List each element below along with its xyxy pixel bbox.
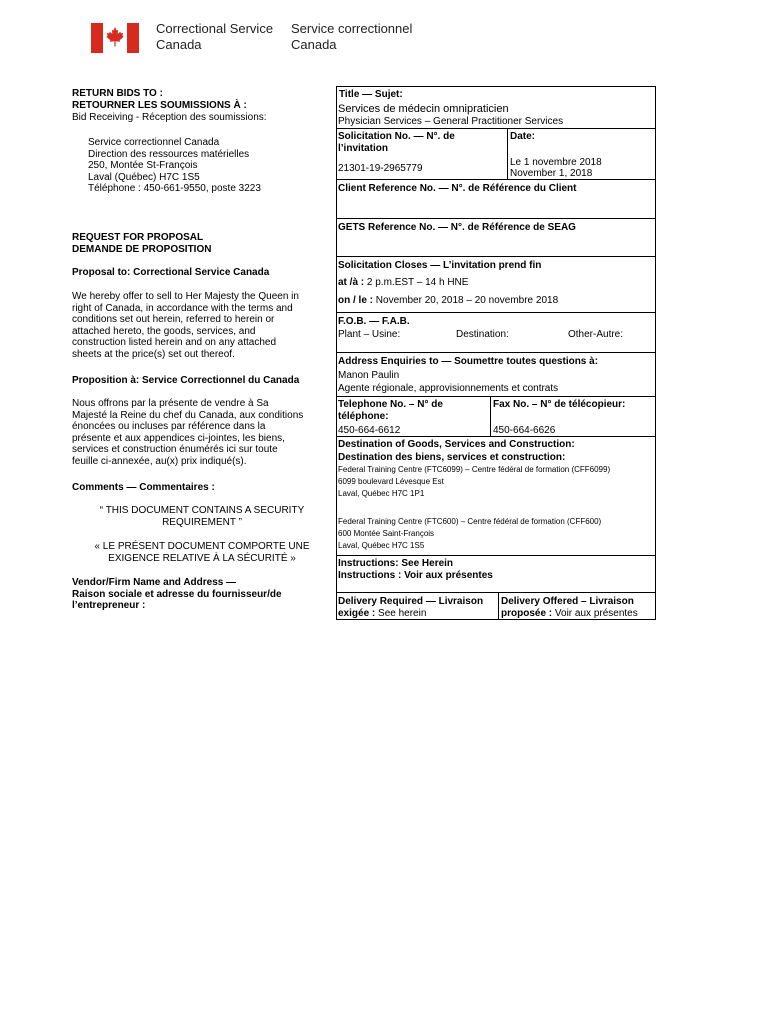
enquiries-label: Address Enquiries to — Soumettre toutes questions à:: [338, 356, 599, 367]
date-fr: Le 1 novembre 2018: [510, 157, 602, 168]
fax-label: Fax No. – N° de télécopieur:: [493, 399, 626, 410]
closing-date: [338, 295, 558, 307]
enquiries-name: Manon Paulin: [338, 370, 400, 381]
address-line: Service correctionnel Canada: [88, 137, 220, 148]
fax-value: 450-664-6626: [493, 425, 556, 436]
vendor-name-address-label: [72, 577, 312, 612]
title-label: Title — Sujet:: [339, 89, 403, 100]
enquiries-title: Agente régionale, approvisionnements et contrats: [338, 383, 559, 394]
divider: [336, 436, 656, 437]
title-fr: Services de médecin omnipraticien: [338, 103, 509, 115]
on-value: November 20, 2018 – 20 novembre 2018: [375, 295, 559, 306]
instructions-en: Instructions: See Herein: [338, 558, 454, 569]
address-line: Laval (Québec) H7C 1S5: [88, 171, 200, 183]
destination-line: 600 Montée Saint-François: [338, 529, 435, 538]
telephone-label: [338, 399, 443, 423]
divider: [336, 592, 656, 593]
tel-label-line: Telephone No. – N° de: [338, 399, 443, 410]
closing-time: [338, 277, 468, 289]
on-label: on / le :: [338, 295, 373, 306]
at-value: 2 p.m.EST – 14 h HNE: [366, 277, 469, 288]
delivery-offered-label-2: proposée :: [501, 608, 553, 619]
rfp-title-en: REQUEST FOR PROPOSAL: [72, 232, 204, 243]
divider: [498, 592, 499, 620]
destination-label-fr: Destination des biens, services et construction:: [338, 452, 566, 463]
return-address: [88, 137, 308, 195]
offer-line: feuille ci-annexée, au(x) prix indiqué(s).: [72, 455, 247, 467]
org-en-line2: Canada: [156, 37, 202, 52]
security-fr-line: « LE PRÉSENT DOCUMENT COMPORTE UNE: [94, 541, 310, 552]
divider: [490, 396, 491, 436]
divider: [507, 128, 508, 179]
divider: [336, 396, 656, 397]
proposition-a: Proposition à: Service Correctionnel du Canada: [72, 375, 300, 386]
org-fr-line2: Canada: [291, 37, 337, 52]
destination-1: [338, 464, 610, 500]
offer-line: présente et aux appendices ci-jointes, les biens,: [72, 432, 285, 444]
gets-reference-label: GETS Reference No. — N°. de Référence de SEAG: [338, 222, 576, 233]
solicitation-closes-label: Solicitation Closes — L’invitation prend fin: [338, 260, 542, 271]
date-label: Date:: [510, 131, 536, 142]
offer-line: Majesté la Reine du chef du Canada, aux conditions: [72, 409, 304, 421]
fob-label: F.O.B. — F.A.B.: [338, 316, 410, 327]
instructions-fr: Instructions : Voir aux présentes: [338, 570, 493, 581]
address-line: Téléphone : 450-661-9550, poste 3223: [88, 183, 261, 195]
delivery-offered-label: Delivery Offered – Livraison: [501, 596, 634, 607]
fob-other: Other-Autre:: [568, 329, 624, 340]
offer-line: énoncées ou incluses par référence dans la: [72, 421, 266, 433]
offer-line: sheets at the price(s) set out thereof.: [72, 348, 235, 360]
date-en: November 1, 2018: [510, 168, 593, 179]
destination-line: 6099 boulevard Lévesque Est: [338, 477, 444, 486]
offer-line: We hereby offer to sell to Her Majesty the Queen in: [72, 291, 299, 302]
comments-label: Comments — Commentaires :: [72, 482, 215, 493]
security-notice-en: [84, 505, 320, 528]
org-fr-line1: Service correctionnel: [291, 21, 413, 36]
title-en: Physician Services – General Practitioner Services: [338, 116, 564, 127]
delivery-required-label-2: exigée :: [338, 608, 376, 619]
delivery-required: [338, 596, 483, 620]
delivery-required-value: See herein: [378, 608, 427, 619]
offer-line: services et construction énumérés ici sur toute: [72, 444, 278, 456]
security-fr-line: EXIGENCE RELATIVE À LA SÉCURITÉ »: [108, 552, 296, 564]
destination-line: Laval, Québec H7C 1P1: [338, 489, 425, 498]
divider: [336, 218, 656, 219]
proposal-to: Proposal to: Correctional Service Canada: [72, 267, 270, 278]
department-name-fr: [291, 21, 412, 53]
offer-line: Nous offrons par la présente de vendre à Sa: [72, 398, 269, 409]
fob-plant: Plant – Usine:: [338, 329, 401, 340]
rfp-title-fr: DEMANDE DE PROPOSITION: [72, 244, 212, 255]
delivery-required-label: Delivery Required — Livraison: [338, 596, 484, 607]
vendor-line: l’entrepreneur :: [72, 600, 146, 612]
return-bids-en: RETURN BIDS TO :: [72, 88, 163, 99]
security-notice-fr: [84, 541, 320, 564]
fob-destination: Destination:: [456, 329, 509, 340]
destination-line: Laval, Québec H7C 1S5: [338, 541, 425, 550]
offer-text-fr: [72, 398, 308, 468]
destination-label-en: Destination of Goods, Services and Construction:: [338, 439, 575, 450]
org-en-line1: Correctional Service: [156, 21, 274, 36]
offer-line: construction listed herein and on any attached: [72, 337, 277, 349]
offer-text-en: [72, 291, 308, 361]
return-bids-fr: RETOURNER LES SOUMISSIONS À :: [72, 100, 247, 111]
divider: [336, 256, 656, 257]
address-line: 250, Montée St-François: [88, 160, 198, 172]
canada-flag-icon: [91, 23, 139, 53]
department-name-en: [156, 21, 273, 53]
security-en-line: “ THIS DOCUMENT CONTAINS A SECURITY: [99, 505, 305, 516]
security-en-line: REQUIREMENT ”: [162, 516, 242, 528]
bid-receiving: Bid Receiving - Réception des soumissions:: [72, 112, 267, 123]
divider: [336, 312, 656, 313]
delivery-offered: [501, 596, 638, 620]
solicitation-no-value: 21301-19-2965779: [338, 163, 423, 174]
offer-line: conditions set out herein, referred to herein or: [72, 314, 275, 326]
delivery-offered-value: Voir aux présentes: [554, 608, 638, 619]
destination-line: Federal Training Centre (FTC6099) – Centre fédéral de formation (CFF6099): [338, 465, 611, 474]
divider: [336, 555, 656, 556]
destination-2: [338, 516, 601, 552]
client-reference-label: Client Reference No. — N°. de Référence du Client: [338, 183, 577, 194]
divider: [336, 179, 656, 180]
at-label: at /à :: [338, 277, 365, 288]
offer-line: attached hereto, the goods, services, and: [72, 325, 256, 337]
vendor-line: Vendor/Firm Name and Address —: [72, 577, 237, 588]
offer-line: right of Canada, in accordance with the terms and: [72, 302, 293, 314]
divider: [336, 352, 656, 353]
vendor-line: Raison sociale et adresse du fournisseur/de: [72, 588, 282, 600]
solicitation-label-line: Solicitation No. — N°. de: [338, 131, 455, 142]
telephone-value: 450-664-6612: [338, 425, 401, 436]
tel-label-line: téléphone:: [338, 411, 389, 422]
destination-line: Federal Training Centre (FTC600) – Centre fédéral de formation (CFF600): [338, 517, 602, 526]
divider: [336, 128, 656, 129]
solicitation-no-label: [338, 131, 455, 155]
address-line: Direction des ressources matérielles: [88, 148, 250, 160]
solicitation-label-line: l’invitation: [338, 143, 388, 154]
